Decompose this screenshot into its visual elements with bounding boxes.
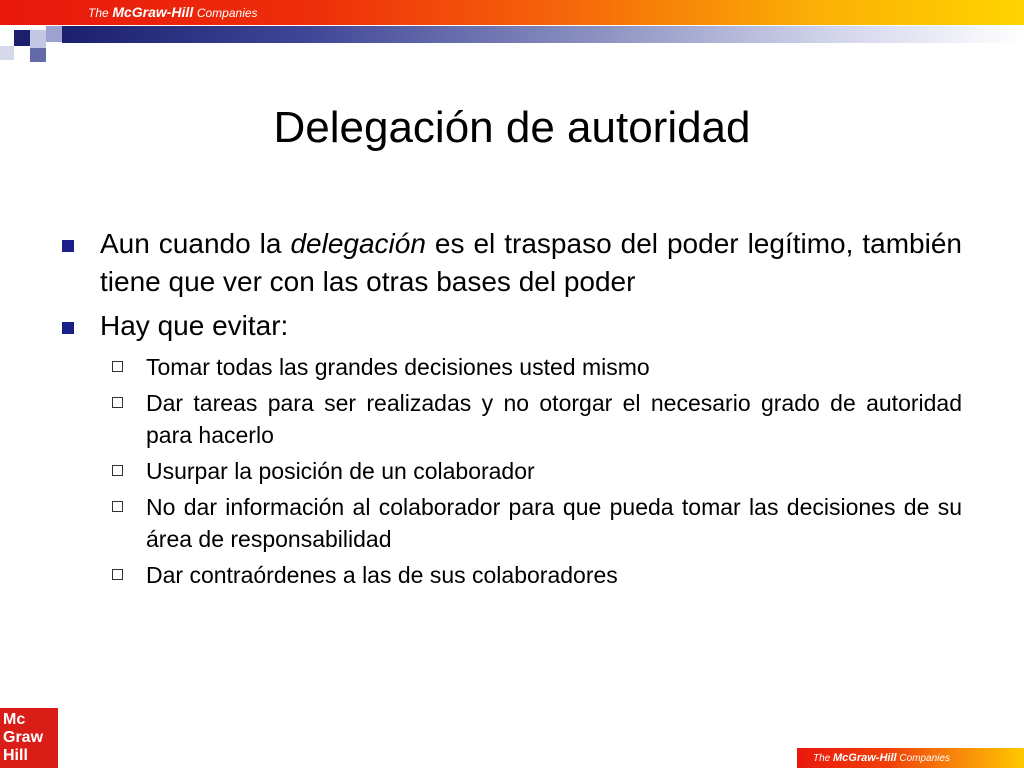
hollow-square-bullet-icon — [112, 361, 123, 372]
mcgraw-hill-logo — [0, 708, 58, 768]
footer-brand-prefix: The — [813, 753, 831, 764]
square-bullet-icon — [62, 240, 74, 252]
header-bar — [0, 0, 1024, 25]
sub-bullet-item — [112, 455, 962, 487]
sub-bullet-item — [112, 387, 962, 451]
sub-bullet-item — [112, 559, 962, 591]
bullet-item — [62, 307, 962, 345]
bullet-item — [62, 225, 962, 301]
sub-bullet-item — [112, 491, 962, 555]
sub-bullet-item — [112, 351, 962, 383]
decorative-square — [0, 46, 14, 60]
decorative-square — [30, 30, 46, 44]
footer-brand — [813, 751, 950, 766]
hollow-square-bullet-icon — [112, 397, 123, 408]
logo-line: Graw — [3, 729, 44, 746]
footer-bar — [797, 748, 1024, 768]
logo-line: Hill — [3, 747, 28, 764]
header-brand-prefix: The — [88, 6, 109, 20]
footer-brand-name: McGraw-Hill — [833, 752, 897, 764]
sub-bullet-text: Dar tareas para ser realizadas y no otorgar el necesario grado de autoridad para hacerlo — [146, 390, 962, 448]
hollow-square-bullet-icon — [112, 569, 123, 580]
bullet-text-start: Aun cuando la — [100, 228, 282, 259]
bullet-text: Hay que evitar: — [100, 310, 289, 341]
sub-bullet-text: No dar información al colaborador para que pueda tomar las decisiones de su área de responsabilidad — [146, 494, 962, 552]
page-title: Delegación de autoridad — [273, 103, 751, 152]
slide-body — [62, 225, 962, 595]
header-brand-name: McGraw-Hill — [112, 4, 194, 20]
sub-bullet-text: Dar contraórdenes a las de sus colaboradores — [146, 562, 618, 588]
header-brand — [88, 4, 258, 22]
hollow-square-bullet-icon — [112, 465, 123, 476]
hollow-square-bullet-icon — [112, 501, 123, 512]
header-rule — [62, 26, 1024, 43]
decorative-square — [30, 44, 46, 48]
footer-brand-suffix: Companies — [899, 753, 950, 764]
sub-bullet-text: Tomar todas las grandes decisiones usted mismo — [146, 354, 650, 380]
decorative-square — [30, 46, 46, 62]
decorative-square — [14, 30, 30, 46]
logo-line: Mc — [3, 711, 26, 728]
header-brand-suffix: Companies — [196, 6, 258, 20]
decorative-square — [46, 26, 62, 42]
bullet-text-end: es el traspaso del poder legítimo, también tiene que ver con las otras bases del poder — [100, 228, 962, 297]
square-bullet-icon — [62, 322, 74, 334]
sub-bullet-text: Usurpar la posición de un colaborador — [146, 458, 535, 484]
bullet-emphasis: delegación — [290, 228, 426, 259]
